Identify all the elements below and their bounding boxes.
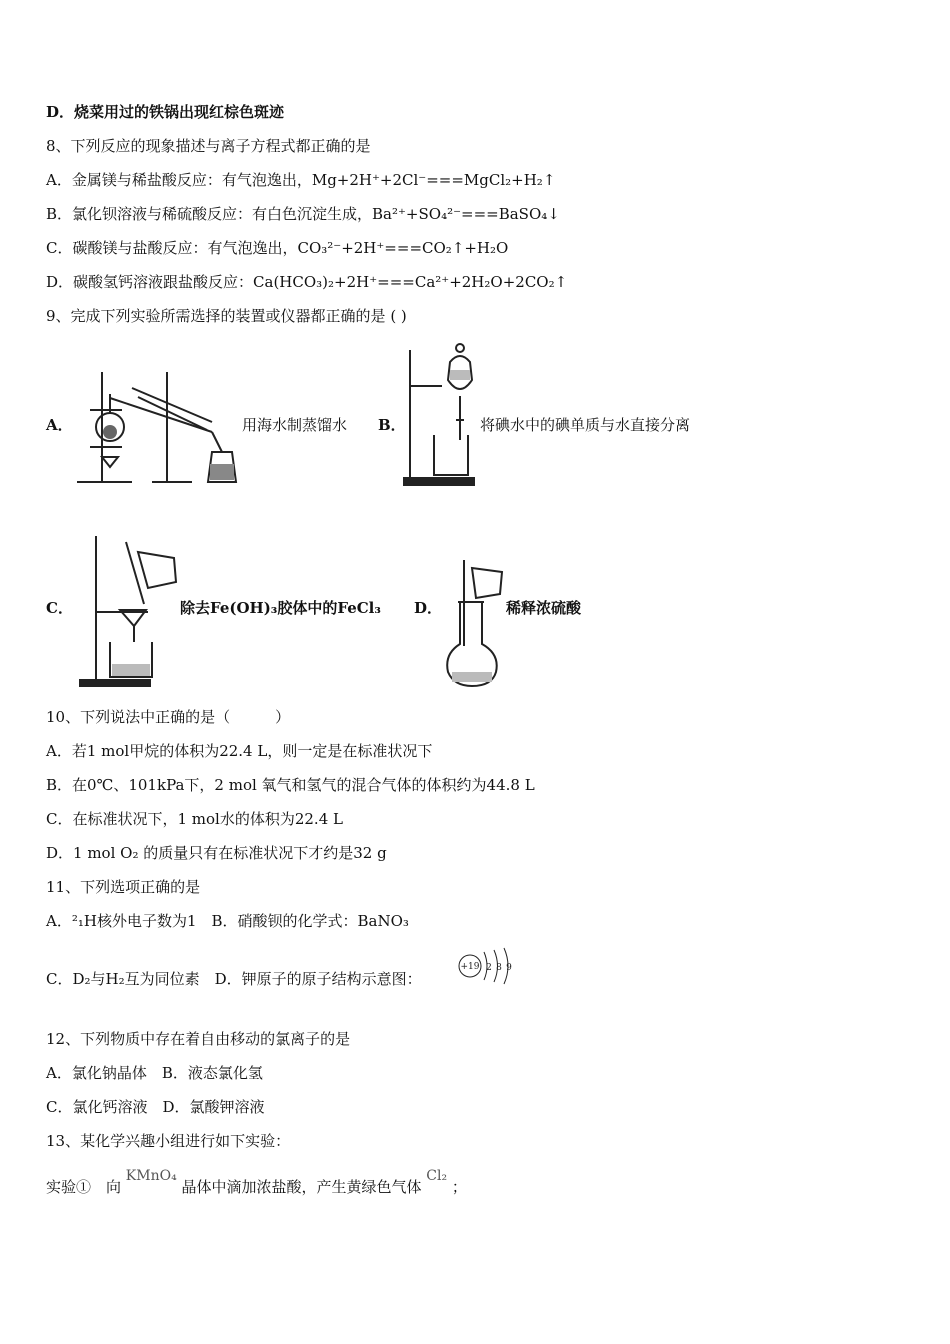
question-10-stem: 10、下列说法中正确的是（ ）	[46, 708, 291, 726]
question-8-option-d: D．碳酸氢钙溶液跟盐酸反应：Ca(HCO₃)₂+2H⁺===Ca²⁺+2H₂O+2CO₂↑	[46, 273, 568, 291]
option-b-text: 将碘水中的碘单质与水直接分离	[480, 416, 691, 434]
question-7-option-d: D．烧菜用过的铁锅出现红棕色斑迹	[46, 103, 285, 121]
shell-3-electrons: 9	[506, 963, 512, 973]
question-10-option-b: B．在0℃、101kPa下，2 mol 氧气和氢气的混合气体的体积约为44.8 L	[46, 776, 535, 794]
experiment-1-description: 晶体中滴加浓盐酸，产生黄绿色气体	[181, 1178, 422, 1196]
question-11-stem: 11、下列选项正确的是	[46, 878, 201, 896]
nucleus-charge: +19	[460, 962, 480, 972]
shell-2-electrons: 8	[496, 963, 502, 973]
question-11-options-ab: A．²₁H核外电子数为1 B．硝酸钡的化学式：BaNO₃	[46, 912, 409, 930]
question-11-options-cd: C．D₂与H₂互为同位素 D．钾原子的原子结构示意图：	[46, 970, 422, 988]
question-10-option-a: A．若1 mol甲烷的体积为22.4 L，则一定是在标准状况下	[46, 742, 433, 760]
question-12-options-ab: A．氯化钠晶体 B．液态氯化氢	[46, 1064, 263, 1082]
question-12-options-cd: C．氯化钙溶液 D．氯酸钾溶液	[46, 1098, 265, 1116]
experiment-1-suffix: ；	[451, 1178, 467, 1196]
volumetric-flask-figure	[440, 556, 506, 688]
reagent-formula: KMnO₄	[125, 1168, 177, 1184]
question-12-stem: 12、下列物质中存在着自由移动的氯离子的是	[46, 1030, 351, 1048]
option-b-label: B．	[378, 416, 406, 434]
shell-1-electrons: 2	[486, 963, 492, 973]
question-8-option-a: A．金属镁与稀盐酸反应：有气泡逸出，Mg+2H⁺+2Cl⁻===MgCl₂+H₂↑	[46, 171, 556, 189]
option-d-text: 稀释浓硫酸	[506, 599, 582, 617]
question-8-option-b: B．氯化钡溶液与稀硫酸反应：有白色沉淀生成，Ba²⁺+SO₄²⁻===BaSO₄↓	[46, 205, 560, 223]
question-8-option-c: C．碳酸镁与盐酸反应：有气泡逸出，CO₃²⁻+2H⁺===CO₂↑+H₂O	[46, 239, 509, 257]
question-13-stem: 13、某化学兴趣小组进行如下实验：	[46, 1132, 291, 1150]
question-10-option-d: D．1 mol O₂ 的质量只有在标准状况下才约是32 g	[46, 844, 387, 862]
option-a-label: A．	[46, 416, 73, 434]
option-c-text: 除去Fe(OH)₃胶体中的FeCl₃	[180, 599, 381, 617]
option-a-text: 用海水制蒸馏水	[242, 416, 348, 434]
option-d-label: D．	[414, 599, 443, 617]
potassium-atom-structure-diagram	[456, 946, 518, 986]
separatory-funnel-figure	[402, 340, 478, 488]
gas-formula: Cl₂	[426, 1168, 448, 1184]
question-8-stem: 8、下列反应的现象描述与离子方程式都正确的是	[46, 137, 371, 155]
question-10-option-c: C．在标准状况下，1 mol水的体积为22.4 L	[46, 810, 343, 828]
option-c-label: C．	[46, 599, 73, 617]
distillation-apparatus-figure	[72, 352, 242, 487]
filtration-apparatus-figure	[78, 532, 180, 688]
question-9-stem: 9、完成下列实验所需选择的装置或仪器都正确的是 ( )	[46, 307, 407, 325]
experiment-1-prefix: 实验① 向	[46, 1178, 122, 1196]
experiment-1-line	[46, 1168, 467, 1198]
